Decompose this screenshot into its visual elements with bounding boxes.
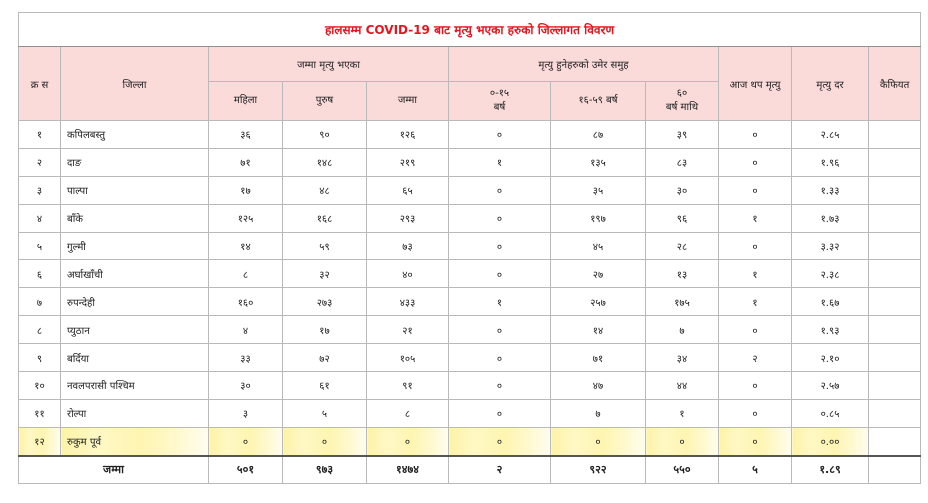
- row-district: गुल्मी: [61, 232, 209, 260]
- row-total: ९१: [367, 372, 449, 400]
- table-row: [19, 121, 921, 149]
- row-sn: १: [19, 121, 61, 149]
- row-age-16-59: १३५: [551, 148, 646, 176]
- totals-age-0-15: २: [449, 456, 551, 484]
- row-death-rate: १.९३: [792, 316, 869, 344]
- row-age-60-plus: ८३: [646, 148, 719, 176]
- row-age-60-plus: ४४: [646, 372, 719, 400]
- row-total: ४०: [367, 260, 449, 288]
- totals-age-60-plus: ५५०: [646, 456, 719, 484]
- table-row: [19, 316, 921, 344]
- row-female: ३: [209, 399, 283, 427]
- row-age-60-plus: ३९: [646, 121, 719, 149]
- row-death-rate: १.६७: [792, 288, 869, 316]
- row-sn: ५: [19, 232, 61, 260]
- row-remarks: [869, 288, 921, 316]
- row-age-16-59: ४५: [551, 232, 646, 260]
- row-age-16-59: ७: [551, 399, 646, 427]
- row-female: १७: [209, 176, 283, 204]
- row-age-16-59: ०: [551, 427, 646, 455]
- table-row: [19, 372, 921, 400]
- row-total: २९३: [367, 204, 449, 232]
- row-female: ८: [209, 260, 283, 288]
- row-age-16-59: २५७: [551, 288, 646, 316]
- row-age-0-15: ०: [449, 232, 551, 260]
- row-district: रोल्पा: [61, 399, 209, 427]
- header-today-new: आज थप मृत्यु: [719, 47, 792, 121]
- row-age-60-plus: १३: [646, 260, 719, 288]
- row-female: १२५: [209, 204, 283, 232]
- row-remarks: [869, 204, 921, 232]
- row-remarks: [869, 399, 921, 427]
- row-age-16-59: ४७: [551, 372, 646, 400]
- table-row: [19, 232, 921, 260]
- totals-age-16-59: ९२२: [551, 456, 646, 484]
- row-age-60-plus: १७५: [646, 288, 719, 316]
- row-district: अर्घाखाँची: [61, 260, 209, 288]
- row-total: ४३३: [367, 288, 449, 316]
- header-sn: क्र स: [19, 47, 61, 121]
- table-row: [19, 288, 921, 316]
- row-male: ५: [283, 399, 367, 427]
- row-sn: ९: [19, 344, 61, 372]
- table-title: हालसम्म COVID-19 बाट मृत्यु भएका हरुको जिल्लागत विवरण: [19, 13, 921, 47]
- table-body: [19, 121, 921, 456]
- row-today-new: ०: [719, 176, 792, 204]
- row-age-0-15: ०: [449, 399, 551, 427]
- row-male: १४८: [283, 148, 367, 176]
- row-sn: ३: [19, 176, 61, 204]
- row-death-rate: १.७३: [792, 204, 869, 232]
- row-age-16-59: ८७: [551, 121, 646, 149]
- row-death-rate: २.८५: [792, 121, 869, 149]
- row-today-new: ०: [719, 399, 792, 427]
- header-female: महिला: [209, 82, 283, 121]
- row-age-60-plus: ०: [646, 427, 719, 455]
- header-age-0-15-range: ०-१५: [489, 88, 510, 99]
- table-row: [19, 344, 921, 372]
- header-remarks: कैफियत: [869, 47, 921, 121]
- row-today-new: १: [719, 288, 792, 316]
- row-district: रुपन्देही: [61, 288, 209, 316]
- row-age-16-59: १४: [551, 316, 646, 344]
- row-total: ८: [367, 399, 449, 427]
- row-district: कपिलबस्तु: [61, 121, 209, 149]
- table-row: [19, 399, 921, 427]
- row-age-60-plus: ३४: [646, 344, 719, 372]
- row-female: १६०: [209, 288, 283, 316]
- row-female: ०: [209, 427, 283, 455]
- row-remarks: [869, 260, 921, 288]
- row-remarks: [869, 372, 921, 400]
- row-age-0-15: ०: [449, 427, 551, 455]
- row-sn: १०: [19, 372, 61, 400]
- row-male: २७३: [283, 288, 367, 316]
- table-row: [19, 148, 921, 176]
- row-age-0-15: ०: [449, 316, 551, 344]
- row-male: ३२: [283, 260, 367, 288]
- row-age-60-plus: ७: [646, 316, 719, 344]
- row-district: बाँके: [61, 204, 209, 232]
- header-total: जम्मा: [367, 82, 449, 121]
- row-male: ०: [283, 427, 367, 455]
- row-sn: ११: [19, 399, 61, 427]
- row-female: ३३: [209, 344, 283, 372]
- totals-row: [19, 456, 921, 484]
- row-today-new: ०: [719, 232, 792, 260]
- table-row: [19, 204, 921, 232]
- row-remarks: [869, 427, 921, 455]
- header-age-60-num: ६०: [676, 88, 688, 99]
- row-death-rate: २.१०: [792, 344, 869, 372]
- row-age-0-15: ०: [449, 121, 551, 149]
- table-row: [19, 176, 921, 204]
- row-sn: ४: [19, 204, 61, 232]
- row-today-new: १: [719, 204, 792, 232]
- row-total: १०५: [367, 344, 449, 372]
- row-total: १२६: [367, 121, 449, 149]
- row-total: ६५: [367, 176, 449, 204]
- header-age-0-15-unit: बर्ष: [493, 102, 506, 113]
- row-age-0-15: ०: [449, 204, 551, 232]
- row-today-new: ०: [719, 316, 792, 344]
- row-district: रुकुम पूर्व: [61, 427, 209, 455]
- row-today-new: ०: [719, 148, 792, 176]
- row-age-0-15: १: [449, 288, 551, 316]
- totals-female: ५०१: [209, 456, 283, 484]
- row-age-0-15: ०: [449, 260, 551, 288]
- district-deaths-table: [18, 12, 921, 484]
- row-age-0-15: ०: [449, 372, 551, 400]
- row-age-16-59: १९७: [551, 204, 646, 232]
- totals-total: १४७४: [367, 456, 449, 484]
- row-age-16-59: ७१: [551, 344, 646, 372]
- header-deaths-group: जम्मा मृत्यु भएका: [209, 47, 449, 82]
- row-female: ७१: [209, 148, 283, 176]
- row-remarks: [869, 344, 921, 372]
- row-death-rate: २.३८: [792, 260, 869, 288]
- row-age-60-plus: २८: [646, 232, 719, 260]
- row-death-rate: १.९६: [792, 148, 869, 176]
- totals-male: ९७३: [283, 456, 367, 484]
- row-death-rate: ३.३२: [792, 232, 869, 260]
- row-male: १७: [283, 316, 367, 344]
- row-death-rate: २.५७: [792, 372, 869, 400]
- row-today-new: ०: [719, 372, 792, 400]
- row-remarks: [869, 121, 921, 149]
- row-female: ३०: [209, 372, 283, 400]
- totals-death-rate: १.८९: [792, 456, 869, 484]
- row-district: नवलपरासी पश्चिम: [61, 372, 209, 400]
- header-district: जिल्ला: [61, 47, 209, 121]
- row-death-rate: १.३३: [792, 176, 869, 204]
- row-age-16-59: ३५: [551, 176, 646, 204]
- row-male: ६१: [283, 372, 367, 400]
- row-total: ७३: [367, 232, 449, 260]
- row-age-60-plus: १: [646, 399, 719, 427]
- header-age-16-59: १६-५९ बर्ष: [551, 82, 646, 121]
- row-district: पाल्पा: [61, 176, 209, 204]
- row-remarks: [869, 148, 921, 176]
- row-total: २१९: [367, 148, 449, 176]
- row-district: प्युठान: [61, 316, 209, 344]
- row-male: १६८: [283, 204, 367, 232]
- row-sn: ७: [19, 288, 61, 316]
- row-death-rate: ०.८५: [792, 399, 869, 427]
- row-remarks: [869, 176, 921, 204]
- row-total: ०: [367, 427, 449, 455]
- totals-label: जम्मा: [19, 456, 209, 484]
- row-district: दाङ: [61, 148, 209, 176]
- row-today-new: २: [719, 344, 792, 372]
- row-male: ७२: [283, 344, 367, 372]
- row-remarks: [869, 232, 921, 260]
- table-row: [19, 427, 921, 455]
- row-sn: ८: [19, 316, 61, 344]
- row-female: ४: [209, 316, 283, 344]
- row-age-60-plus: ३०: [646, 176, 719, 204]
- row-female: ३६: [209, 121, 283, 149]
- table-row: [19, 260, 921, 288]
- row-today-new: ०: [719, 427, 792, 455]
- totals-today-new: ५: [719, 456, 792, 484]
- row-age-60-plus: ९६: [646, 204, 719, 232]
- header-male: पुरुष: [283, 82, 367, 121]
- row-age-16-59: २७: [551, 260, 646, 288]
- row-district: बर्दिया: [61, 344, 209, 372]
- row-male: ४८: [283, 176, 367, 204]
- row-sn: २: [19, 148, 61, 176]
- row-death-rate: ०.००: [792, 427, 869, 455]
- covid-deaths-sheet: [18, 12, 920, 484]
- row-age-0-15: ०: [449, 344, 551, 372]
- row-sn: १२: [19, 427, 61, 455]
- row-remarks: [869, 316, 921, 344]
- header-age-group: मृत्यु हुनेहरुको उमेर समुह: [449, 47, 719, 82]
- totals-remarks: [869, 456, 921, 484]
- row-female: १४: [209, 232, 283, 260]
- row-today-new: ०: [719, 121, 792, 149]
- header-death-rate: मृत्यु दर: [792, 47, 869, 121]
- row-age-0-15: १: [449, 148, 551, 176]
- row-sn: ६: [19, 260, 61, 288]
- row-male: ९०: [283, 121, 367, 149]
- row-age-0-15: ०: [449, 176, 551, 204]
- row-today-new: १: [719, 260, 792, 288]
- header-age-0-15: [449, 82, 551, 121]
- header-age-60-plus: [646, 82, 719, 121]
- row-male: ५९: [283, 232, 367, 260]
- header-age-60-unit: बर्ष माथि: [665, 102, 699, 113]
- row-total: २१: [367, 316, 449, 344]
